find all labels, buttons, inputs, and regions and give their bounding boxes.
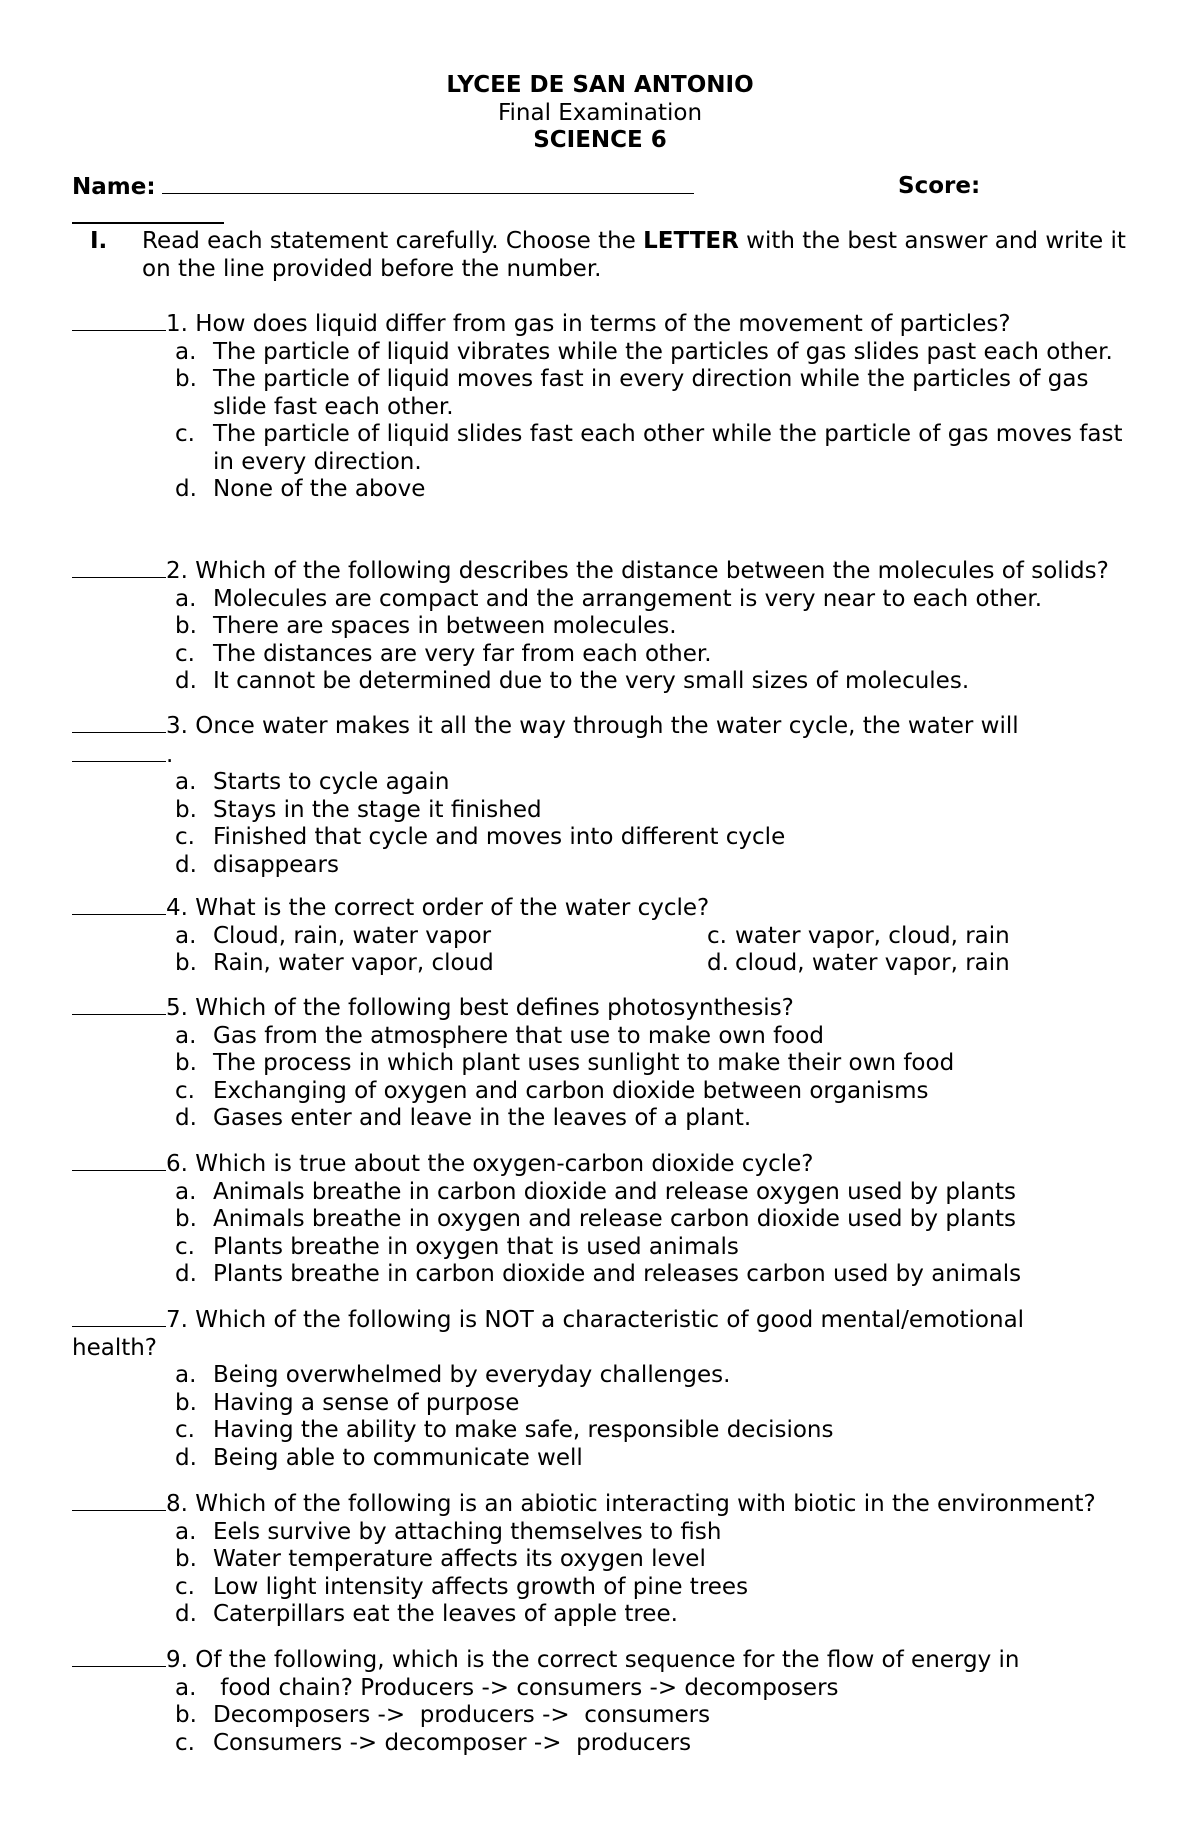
question-1 <box>72 310 1147 504</box>
option-letter: b. <box>175 1206 197 1232</box>
option-letter: c. <box>175 1077 195 1104</box>
option-letter: b. <box>175 1389 197 1416</box>
options-grid <box>72 923 1147 978</box>
name-label: Name: <box>72 174 156 200</box>
option-letter: a. <box>175 585 197 612</box>
question-stem-continuation <box>72 741 1147 770</box>
question-stem <box>72 1646 1147 1675</box>
score-label: Score: <box>898 173 981 199</box>
option <box>72 1445 1147 1473</box>
question-9 <box>72 1646 1147 1757</box>
options-list <box>72 1179 1147 1289</box>
option <box>72 1574 1147 1602</box>
school-name: LYCEE DE SAN ANTONIO <box>446 72 754 98</box>
option <box>72 852 1147 880</box>
option-text: Cloud, rain, water vapor <box>213 922 492 949</box>
question-text: 9. Of the following, which is the correct sequence for the flow of energy in <box>166 1647 1020 1673</box>
option-letter: d. <box>175 668 197 694</box>
question-text: 7. Which of the following is NOT a characteristic of good mental/emotional <box>166 1307 1025 1333</box>
section-number: I. <box>90 228 108 254</box>
question-text: 5. Which of the following best defines photosynthesis? <box>166 995 794 1021</box>
answer-blank[interactable] <box>72 1646 166 1667</box>
option-text: Having a sense of purpose <box>213 1389 520 1416</box>
option-letter: a. <box>175 1518 197 1545</box>
option-text: Exchanging of oxygen and carbon dioxide between organisms <box>213 1077 929 1104</box>
option-text: There are spaces in between molecules. <box>213 613 677 639</box>
name-score-line <box>72 173 1132 202</box>
option <box>72 1179 1147 1207</box>
option-letter: d. <box>175 476 197 502</box>
answer-blank[interactable] <box>72 994 166 1015</box>
options-list <box>72 1362 1147 1472</box>
option-letter: d. <box>175 1105 197 1131</box>
option-text: Plants breathe in oxygen that is used animals <box>213 1233 739 1260</box>
option <box>72 1390 1147 1418</box>
option-letter: c. <box>175 640 195 667</box>
option <box>72 1675 1147 1703</box>
option-letter: b. <box>175 1050 197 1076</box>
option <box>72 1078 1147 1106</box>
question-stem <box>72 557 1147 586</box>
option <box>72 1702 1147 1730</box>
answer-blank[interactable] <box>72 1490 166 1511</box>
option <box>72 1234 1147 1262</box>
option-text: Low light intensity affects growth of pine trees <box>213 1573 749 1600</box>
option <box>72 1417 1147 1445</box>
options-list <box>72 586 1147 696</box>
option-letter: b. <box>175 366 197 392</box>
option-letter: c. <box>175 1233 195 1260</box>
question-2 <box>72 557 1147 696</box>
option <box>72 797 1147 825</box>
instructions-post: with the best answer and write it on the line provided before the number. <box>142 228 1126 282</box>
instructions-text <box>142 228 1142 283</box>
option-letter: a. <box>175 338 197 365</box>
question-7 <box>72 1306 1147 1472</box>
option-text: Having the ability to make safe, responsible decisions <box>213 1417 834 1443</box>
option-letter: b. <box>175 1702 197 1728</box>
question-8 <box>72 1490 1147 1629</box>
exam-header <box>0 72 1200 155</box>
options-list <box>72 1519 1147 1629</box>
option-letter: b. <box>175 1546 197 1572</box>
option-letter: c. <box>175 1729 195 1756</box>
option-letter: a. <box>175 1362 197 1388</box>
answer-blank[interactable] <box>72 712 166 733</box>
option-text: Plants breathe in carbon dioxide and releases carbon used by animals <box>213 1261 1022 1287</box>
answer-blank[interactable] <box>72 894 166 915</box>
option-letter: b. <box>175 796 197 823</box>
question-tail: . <box>166 741 174 768</box>
question-text: 4. What is the correct order of the water cycle? <box>166 895 710 921</box>
option <box>72 1730 1147 1758</box>
option-text: Animals breathe in carbon dioxide and release oxygen used by plants <box>213 1178 1016 1205</box>
answer-blank[interactable] <box>72 310 166 331</box>
instructions-pre: Read each statement carefully. Choose the <box>142 228 644 254</box>
name-blank[interactable] <box>162 173 694 194</box>
option-letter: c. <box>175 421 195 447</box>
option-text: Animals breathe in oxygen and release carbon dioxide used by plants <box>213 1206 1016 1232</box>
subject-title: SCIENCE 6 <box>533 127 667 153</box>
options-list <box>72 769 1147 879</box>
option-text: The particle of liquid vibrates while the particles of gas slides past each other. <box>213 338 1113 365</box>
question-6 <box>72 1150 1147 1289</box>
option-text: Gases enter and leave in the leaves of a plant. <box>213 1105 752 1131</box>
option <box>72 668 1147 696</box>
option <box>72 1050 1147 1078</box>
option <box>72 769 1147 797</box>
option <box>72 421 1147 476</box>
option-text: It cannot be determined due to the very small sizes of molecules. <box>213 668 970 694</box>
option <box>72 1362 1147 1390</box>
option-letter: a. <box>175 922 197 949</box>
option-letter: c. <box>175 1573 195 1600</box>
option-letter: a. <box>175 769 197 795</box>
option-text: Rain, water vapor, cloud <box>213 950 494 976</box>
option <box>72 1261 1147 1289</box>
question-3 <box>72 712 1147 879</box>
option-text: water vapor, cloud, rain <box>735 922 1010 949</box>
option-text: Being able to communicate well <box>213 1444 583 1471</box>
option-letter: c. <box>707 922 727 949</box>
options-list <box>72 339 1147 504</box>
option <box>72 1105 1147 1133</box>
option-text: disappears <box>213 851 339 878</box>
option <box>72 366 1147 421</box>
option-letter: d. <box>175 1261 197 1287</box>
option <box>72 641 1147 669</box>
option-letter: d. <box>175 851 197 878</box>
option-text: Eels survive by attaching themselves to fish <box>213 1518 722 1545</box>
option <box>72 1601 1147 1629</box>
question-text: 3. Once water makes it all the way through the water cycle, the water will <box>166 713 1019 739</box>
option-text: Being overwhelmed by everyday challenges. <box>213 1362 731 1388</box>
option <box>72 1546 1147 1574</box>
option-text: food chain? Producers -> consumers -> decomposers <box>213 1674 839 1701</box>
option-letter: a. <box>175 1674 197 1701</box>
options-list <box>72 1023 1147 1133</box>
question-stem <box>72 894 1147 923</box>
option-text: Starts to cycle again <box>213 769 450 795</box>
option-text: Decomposers -> producers -> consumers <box>213 1702 711 1728</box>
question-text: 8. Which of the following is an abiotic interacting with biotic in the environment? <box>166 1491 1096 1517</box>
option <box>72 613 1147 641</box>
option <box>72 1519 1147 1547</box>
question-stem <box>72 994 1147 1023</box>
options-list <box>72 1675 1147 1758</box>
option <box>72 1206 1147 1234</box>
option <box>72 339 1147 367</box>
question-text-continuation: health? <box>72 1334 158 1361</box>
question-stem <box>72 1490 1147 1519</box>
option-letter: d. <box>175 1444 197 1471</box>
question-text: 1. How does liquid differ from gas in terms of the movement of particles? <box>166 311 1011 337</box>
question-stem <box>72 310 1147 339</box>
option-letter: c. <box>175 1417 195 1443</box>
question-5 <box>72 994 1147 1133</box>
fill-blank[interactable] <box>72 741 166 762</box>
question-stem <box>72 712 1147 741</box>
option-text: Gas from the atmosphere that use to make own food <box>213 1022 824 1049</box>
option-letter: a. <box>175 1178 197 1205</box>
option-letter: b. <box>175 950 197 976</box>
option-letter: c. <box>175 824 195 850</box>
option-letter: a. <box>175 1022 197 1049</box>
option-text: None of the above <box>213 476 426 502</box>
question-text: 6. Which is true about the oxygen-carbon dioxide cycle? <box>166 1151 814 1177</box>
option-text: The particle of liquid slides fast each other while the particle of gas moves fast in every direction. <box>213 421 1123 475</box>
question-text: 2. Which of the following describes the distance between the molecules of solids? <box>166 558 1109 584</box>
option-text: The distances are very far from each other. <box>213 640 712 667</box>
option-text: Molecules are compact and the arrangement is very near to each other. <box>213 585 1042 612</box>
option-text: Consumers -> decomposer -> producers <box>213 1729 692 1756</box>
option <box>72 476 1147 504</box>
answer-blank[interactable] <box>72 1306 166 1327</box>
option-text: Water temperature affects its oxygen level <box>213 1546 706 1572</box>
option-text: Caterpillars eat the leaves of apple tree. <box>213 1601 678 1627</box>
question-stem <box>72 1306 1147 1335</box>
option <box>72 1023 1147 1051</box>
answer-blank[interactable] <box>72 1150 166 1171</box>
exam-title: Final Examination <box>497 99 703 126</box>
answer-blank[interactable] <box>72 557 166 578</box>
option-text: Stays in the stage it finished <box>213 796 542 823</box>
option-letter: b. <box>175 613 197 639</box>
option-text: The process in which plant uses sunlight to make their own food <box>213 1050 955 1076</box>
option-text: The particle of liquid moves fast in every direction while the particles of gas slide fast each other. <box>213 366 1089 420</box>
option <box>72 586 1147 614</box>
question-stem <box>72 1150 1147 1179</box>
question-4 <box>72 894 1147 978</box>
instructions-bold: LETTER <box>643 228 739 254</box>
option-letter: d. <box>707 950 729 976</box>
score-blank[interactable] <box>72 222 224 224</box>
option-letter: d. <box>175 1601 197 1627</box>
option <box>72 824 1147 852</box>
option-text: cloud, water vapor, rain <box>735 950 1010 976</box>
option-text: Finished that cycle and moves into different cycle <box>213 824 786 850</box>
